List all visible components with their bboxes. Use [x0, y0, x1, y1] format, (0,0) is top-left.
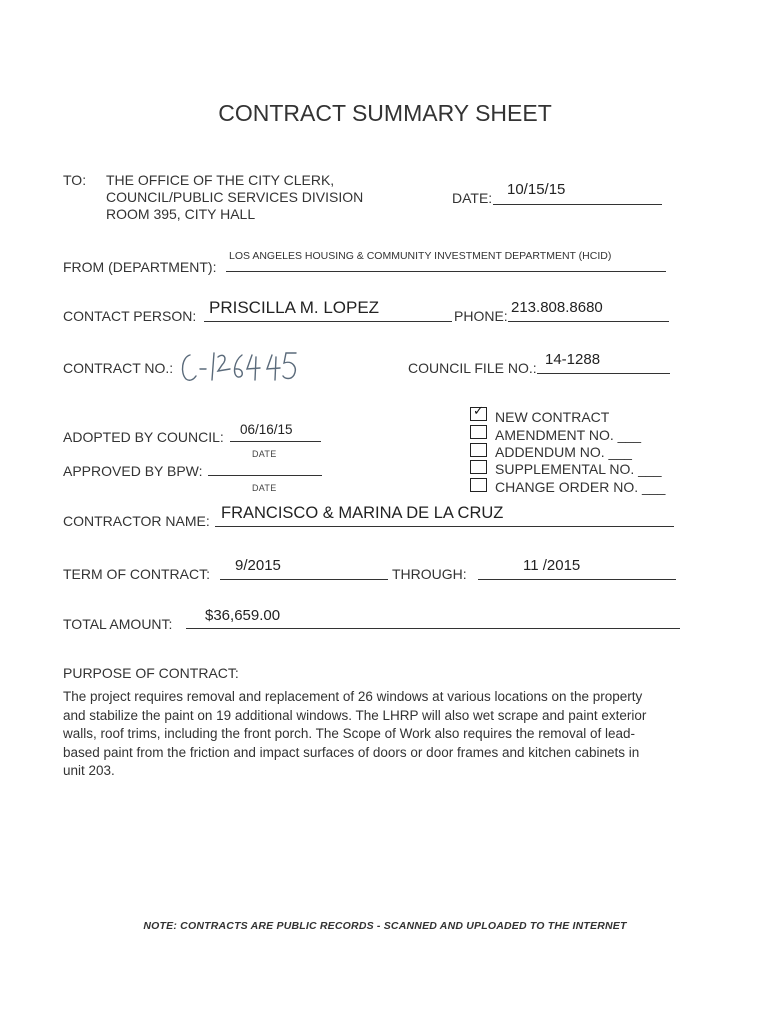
- change-order-label: CHANGE ORDER NO. ___: [495, 479, 666, 495]
- new-contract-checkbox[interactable]: [470, 404, 487, 421]
- date-label: DATE:: [452, 190, 493, 206]
- purpose-text: The project requires removal and replacement of 26 windows at various locations on the property and stabilize the paint on 19 additional windows. The LHRP will also wet scrape and paint exterior walls, roof trims, including the front porch. The Scope of Work also requires the removal of lead-based paint from the friction and impact surfaces of doors or door frames and kitchen cabinets in unit 203.: [63, 689, 647, 778]
- phone-line: [508, 321, 669, 322]
- phone-label: PHONE:: [454, 308, 508, 324]
- footer-note: NOTE: CONTRACTS ARE PUBLIC RECORDS - SCANNED AND UPLOADED TO THE INTERNET: [143, 920, 627, 932]
- from-line: [226, 271, 666, 272]
- contract-no-handwritten-value: [176, 347, 306, 390]
- term-line: [220, 579, 388, 580]
- supplemental-checkbox[interactable]: [470, 460, 487, 474]
- addendum-label: ADDENDUM NO. ___: [495, 444, 632, 460]
- purpose-label: PURPOSE OF CONTRACT:: [63, 665, 239, 681]
- term-label: TERM OF CONTRACT:: [63, 566, 210, 582]
- approved-date-caption: DATE: [252, 483, 277, 493]
- contractor-line: [215, 526, 674, 527]
- to-line-1: THE OFFICE OF THE CITY CLERK,: [106, 172, 335, 188]
- amendment-label: AMENDMENT NO. ___: [495, 427, 641, 443]
- through-line: [478, 579, 676, 580]
- to-label: TO:: [63, 172, 87, 188]
- contact-value[interactable]: PRISCILLA M. LOPEZ: [209, 298, 380, 317]
- approved-line: [208, 475, 322, 476]
- date-value[interactable]: 10/15/15: [507, 181, 566, 198]
- council-file-value[interactable]: 14-1288: [545, 351, 601, 368]
- adopted-value[interactable]: 06/16/15: [240, 422, 293, 437]
- total-label: TOTAL AMOUNT:: [63, 616, 173, 632]
- to-line-3: ROOM 395, CITY HALL: [106, 206, 256, 222]
- contact-label: CONTACT PERSON:: [63, 308, 197, 324]
- date-line: [493, 204, 662, 205]
- phone-value[interactable]: 213.808.8680: [511, 299, 603, 316]
- change-order-checkbox[interactable]: [470, 478, 487, 492]
- adopted-date-caption: DATE: [252, 449, 277, 459]
- supplemental-label: SUPPLEMENTAL NO. ___: [495, 461, 662, 477]
- through-label: THROUGH:: [392, 566, 467, 582]
- total-value[interactable]: $36,659.00: [205, 607, 281, 624]
- checkmark-icon: ✓: [473, 404, 484, 419]
- council-file-line: [537, 373, 670, 374]
- contract-no-label: CONTRACT NO.:: [63, 360, 174, 376]
- term-value[interactable]: 9/2015: [235, 557, 281, 574]
- amendment-checkbox[interactable]: [470, 425, 487, 439]
- council-file-label: COUNCIL FILE NO.:: [408, 360, 537, 376]
- approved-label: APPROVED BY BPW:: [63, 463, 203, 479]
- to-line-2: COUNCIL/PUBLIC SERVICES DIVISION: [106, 189, 364, 205]
- contractor-value[interactable]: FRANCISCO & MARINA DE LA CRUZ: [221, 504, 504, 522]
- total-line: [186, 628, 680, 629]
- adopted-line: [230, 441, 321, 442]
- addendum-checkbox[interactable]: [470, 443, 487, 457]
- contact-line: [204, 321, 452, 322]
- from-value[interactable]: LOS ANGELES HOUSING & COMMUNITY INVESTMENT DEPARTMENT (HCID): [229, 250, 612, 262]
- contractor-label: CONTRACTOR NAME:: [63, 513, 210, 529]
- from-label: FROM (DEPARTMENT):: [63, 259, 217, 275]
- new-contract-label: NEW CONTRACT: [495, 409, 610, 425]
- through-value[interactable]: 11 /2015: [523, 557, 581, 574]
- adopted-label: ADOPTED BY COUNCIL:: [63, 429, 224, 445]
- page-title: CONTRACT SUMMARY SHEET: [218, 100, 552, 126]
